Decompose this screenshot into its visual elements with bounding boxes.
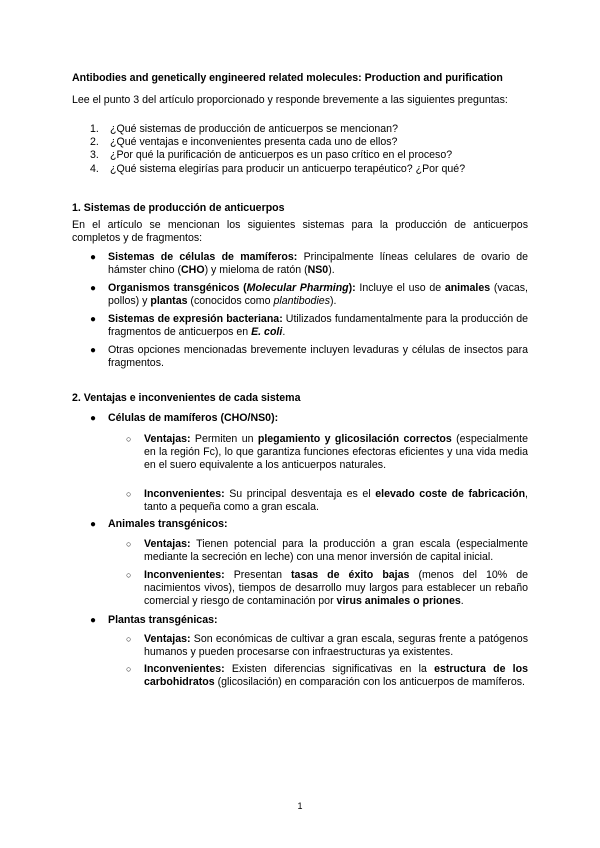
section-2-heading: 2. Ventajas e inconvenientes de cada sistema [72,392,301,404]
sub-list-item: ○ Inconvenientes: Existen diferencias significativas en la estructura de los carbohidratos (glicosilación) en comparación con los anticuerpos de mamíferos. [126,663,528,689]
list-item: ● Animales transgénicos: [90,518,228,530]
question-item: 4. ¿Qué sistema elegirías para producir un anticuerpo terapéutico? ¿Por qué? [90,162,466,175]
sub-list-item: ○ Ventajas: Tienen potencial para la producción a gran escala (especialmente mediante la secreción en leche) con una menor inversión de capital inicial. [126,538,528,564]
bullet-icon: ● [90,413,97,424]
bullet-icon: ● [90,252,97,263]
circle-bullet-icon: ○ [126,489,132,499]
sub-list-item: ○ Ventajas: Permiten un plegamiento y glicosilación correctos (especialmente en la región Fc), lo que garantiza funciones efectoras eficientes y una vida media en el suero equivalente a los anticuerpos naturales. [126,433,528,472]
sub-list-item: ○ Inconvenientes: Su principal desventaja es el elevado coste de fabricación, tanto a pequeña como a gran escala. [126,488,528,514]
circle-bullet-icon: ○ [126,434,132,444]
page-number: 1 [297,801,303,811]
bullet-icon: ● [90,314,97,325]
list-item: ● Plantas transgénicas: [90,614,218,626]
list-item: ● Organismos transgénicos (Molecular Pharming): Incluye el uso de animales (vacas, pollos) y plantas (conocidos como plantibodies). [90,282,528,308]
bullet-icon: ● [90,519,97,530]
section-1-heading: 1. Sistemas de producción de anticuerpos [72,202,285,214]
circle-bullet-icon: ○ [126,570,132,580]
question-item: 2. ¿Qué ventajas e inconvenientes presenta cada uno de ellos? [90,136,398,149]
sub-list-item: ○ Inconvenientes: Presentan tasas de éxito bajas (menos del 10% de nacimientos vivos), tiempos de desarrollo muy largos para establecer un rebaño comercial y riesgo de contaminación por virus animales o priones. [126,569,528,608]
circle-bullet-icon: ○ [126,634,132,644]
list-item: ● Sistemas de células de mamíferos: Principalmente líneas celulares de ovario de hámster chino (CHO) y mieloma de ratón (NS0). [90,251,528,277]
bullet-icon: ● [90,283,97,294]
question-list [72,123,528,176]
bullet-icon: ● [90,345,97,356]
intro-paragraph: Lee el punto 3 del artículo proporcionado y responde brevemente a las siguientes preguntas: [72,94,508,106]
circle-bullet-icon: ○ [126,664,132,674]
question-item: 1. ¿Qué sistemas de producción de anticuerpos se mencionan? [90,123,398,135]
circle-bullet-icon: ○ [126,539,132,549]
document-title: Antibodies and genetically engineered related molecules: Production and purification [72,72,503,84]
list-item: ● Células de mamíferos (CHO/NS0): [90,412,279,424]
list-item: ● Sistemas de expresión bacteriana: Utilizados fundamentalmente para la producción de fragmentos de anticuerpos en E. coli. [90,313,528,339]
bullet-icon: ● [90,615,97,626]
question-item: 3. ¿Por qué la purificación de anticuerpos es un paso crítico en el proceso? [90,149,453,162]
section-1-intro: En el artículo se mencionan los siguientes sistemas para la producción de anticuerpos completos y de fragmentos: [72,219,528,245]
sub-list-item: ○ Ventajas: Son económicas de cultivar a gran escala, seguras frente a patógenos humanos y pueden procesarse con infraestructuras ya existentes. [126,633,528,659]
list-item: ● Otras opciones mencionadas brevemente incluyen levaduras y células de insectos para fragmentos. [90,344,528,370]
